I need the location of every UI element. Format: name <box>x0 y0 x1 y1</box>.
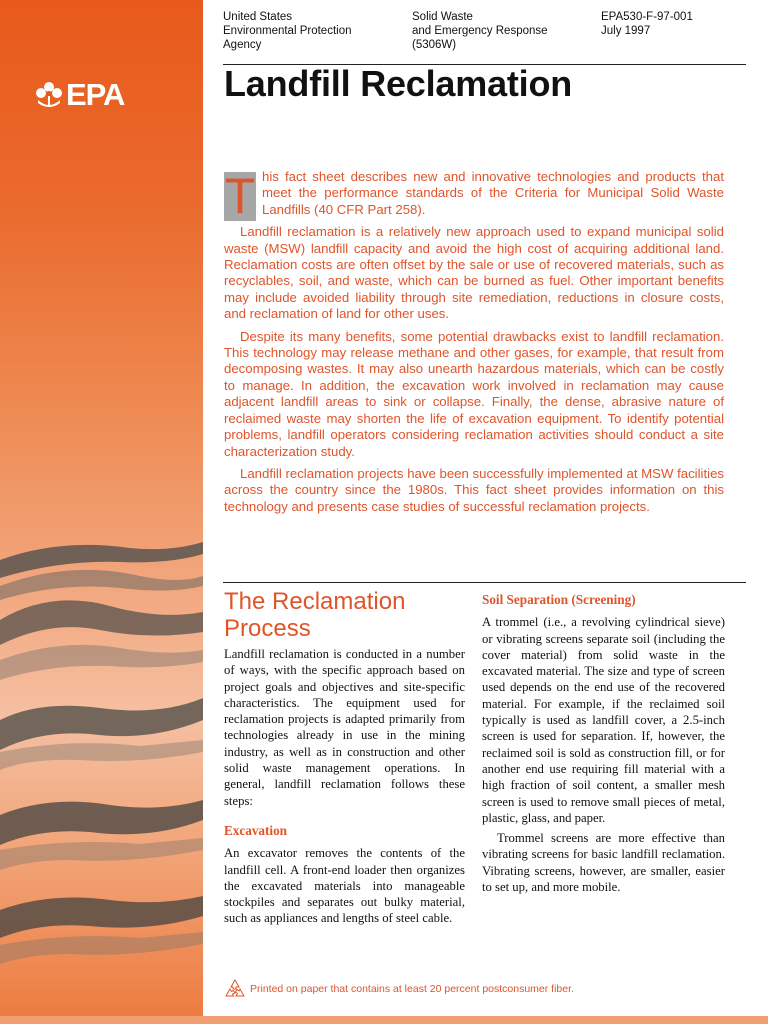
body-paragraph: Trommel screens are more effective than vibrating screens for basic landfill reclamation. Vibrating screens, however, are smaller, easier to set up, and more mobile. <box>482 831 725 895</box>
header-office-line: and Emergency Response <box>412 25 548 37</box>
section-rule <box>223 582 746 583</box>
body-paragraph: An excavator removes the contents of the landfill cell. A front-end loader then organizes the excavated materials into manageable stockpiles and separates out bulky material, such as appliances and lengths of steel cable. <box>224 846 465 926</box>
document-date: July 1997 <box>601 25 651 37</box>
epa-flower-icon <box>34 80 64 110</box>
section-title <box>224 589 405 642</box>
intro-paragraph <box>224 168 724 224</box>
body-paragraph: Landfill reclamation is conducted in a number of ways, with the specific approach based on project goals and objectives and site-specific characteristics. The equipment used for reclamation projects is adapted primarily from technologies already in use in the mining industry, as well as in construction and other solid waste management operations. In general, landfill reclamation follows these steps: <box>224 647 465 808</box>
document-number: EPA530-F-97-001 <box>601 11 693 23</box>
bottom-bar <box>0 1016 768 1024</box>
header-doc-info <box>601 10 693 38</box>
column-left <box>224 646 465 927</box>
body-paragraph: A trommel (i.e., a revolving cylindrical sieve) or vibrating screens separate soil (including the cover material) from solid waste in the excavated material. The size and type of screen used depends on the end use of the recovered material. For example, if the reclaimed soil typically is used as landfill cover, a 2.5-inch screen is used for separation. If, however, the reclaimed soil is sold as construction fill, or for another end use requiring fill material with a high fraction of soil content, a smaller mesh screen is used to remove small pieces of metal, plastic, glass, and paper. <box>482 615 725 825</box>
header-office-line: Solid Waste <box>412 11 473 23</box>
section-title-line: The Reclamation <box>224 588 406 615</box>
header-agency-line: Agency <box>223 39 262 51</box>
section-title-line: Process <box>224 614 311 642</box>
excavation-heading: Excavation <box>224 822 288 838</box>
epa-logo <box>34 77 124 113</box>
header-agency-line: United States <box>223 11 293 23</box>
intro-paragraph-text: his fact sheet describes new and innovative technologies and products that meet the performance standards of the Criteria for Municipal Solid Waste Landfills (40 CFR Part 258). <box>262 169 724 217</box>
intro-paragraph: Landfill reclamation is a relatively new approach used to expand municipal solid waste (MSW) landfill capacity and avoid the high cost of acquiring additional land. Reclamation costs are often offset by the sale or use of recovered materials, such as recyclables, soil, and waste, which can be burned as fuel. Other important benefits may include avoided liability through site remediation, reductions in closure costs, and reclamation of land for other uses. <box>224 224 724 322</box>
footer <box>223 978 574 1000</box>
landscape-illustration <box>0 520 203 1020</box>
intro-text <box>224 169 724 521</box>
intro-paragraph: Despite its many benefits, some potential drawbacks exist to landfill reclamation. This technology may release methane and other gases, for example, that result from decomposing wastes. It may also unearth hazardous materials, which can be costly to manage. In addition, the excavation work involved in reclamation may cause adjacent landfill areas to sink or collapse. Finally, the dense, abrasive nature of reclaimed waste may shorten the life of excavation equipment. To identify potential problems, landfill operators considering reclamation activities should conduct a site characterization study. <box>224 328 724 459</box>
footer-text: Printed on paper that contains at least 20 percent postconsumer fiber. <box>250 983 574 995</box>
header-agency-line: Environmental Protection <box>223 25 352 37</box>
drop-cap: T <box>224 168 256 224</box>
epa-logo-text: EPA <box>66 77 125 112</box>
intro-paragraph: Landfill reclamation projects have been successfully implemented at MSW facilities across the country since the 1980s. This fact sheet provides information on this technology and presents case studies of successful reclamation projects. <box>224 465 724 514</box>
soil-separation-heading: Soil Separation (Screening) <box>482 592 636 607</box>
page-title: Landfill Reclamation <box>224 63 573 104</box>
header-office-line: (5306W) <box>412 39 457 51</box>
header-office <box>412 10 548 52</box>
recycle-icon <box>223 978 247 1000</box>
decorative-sidebar <box>0 0 203 1024</box>
column-right <box>482 592 725 895</box>
header-agency <box>223 10 351 52</box>
